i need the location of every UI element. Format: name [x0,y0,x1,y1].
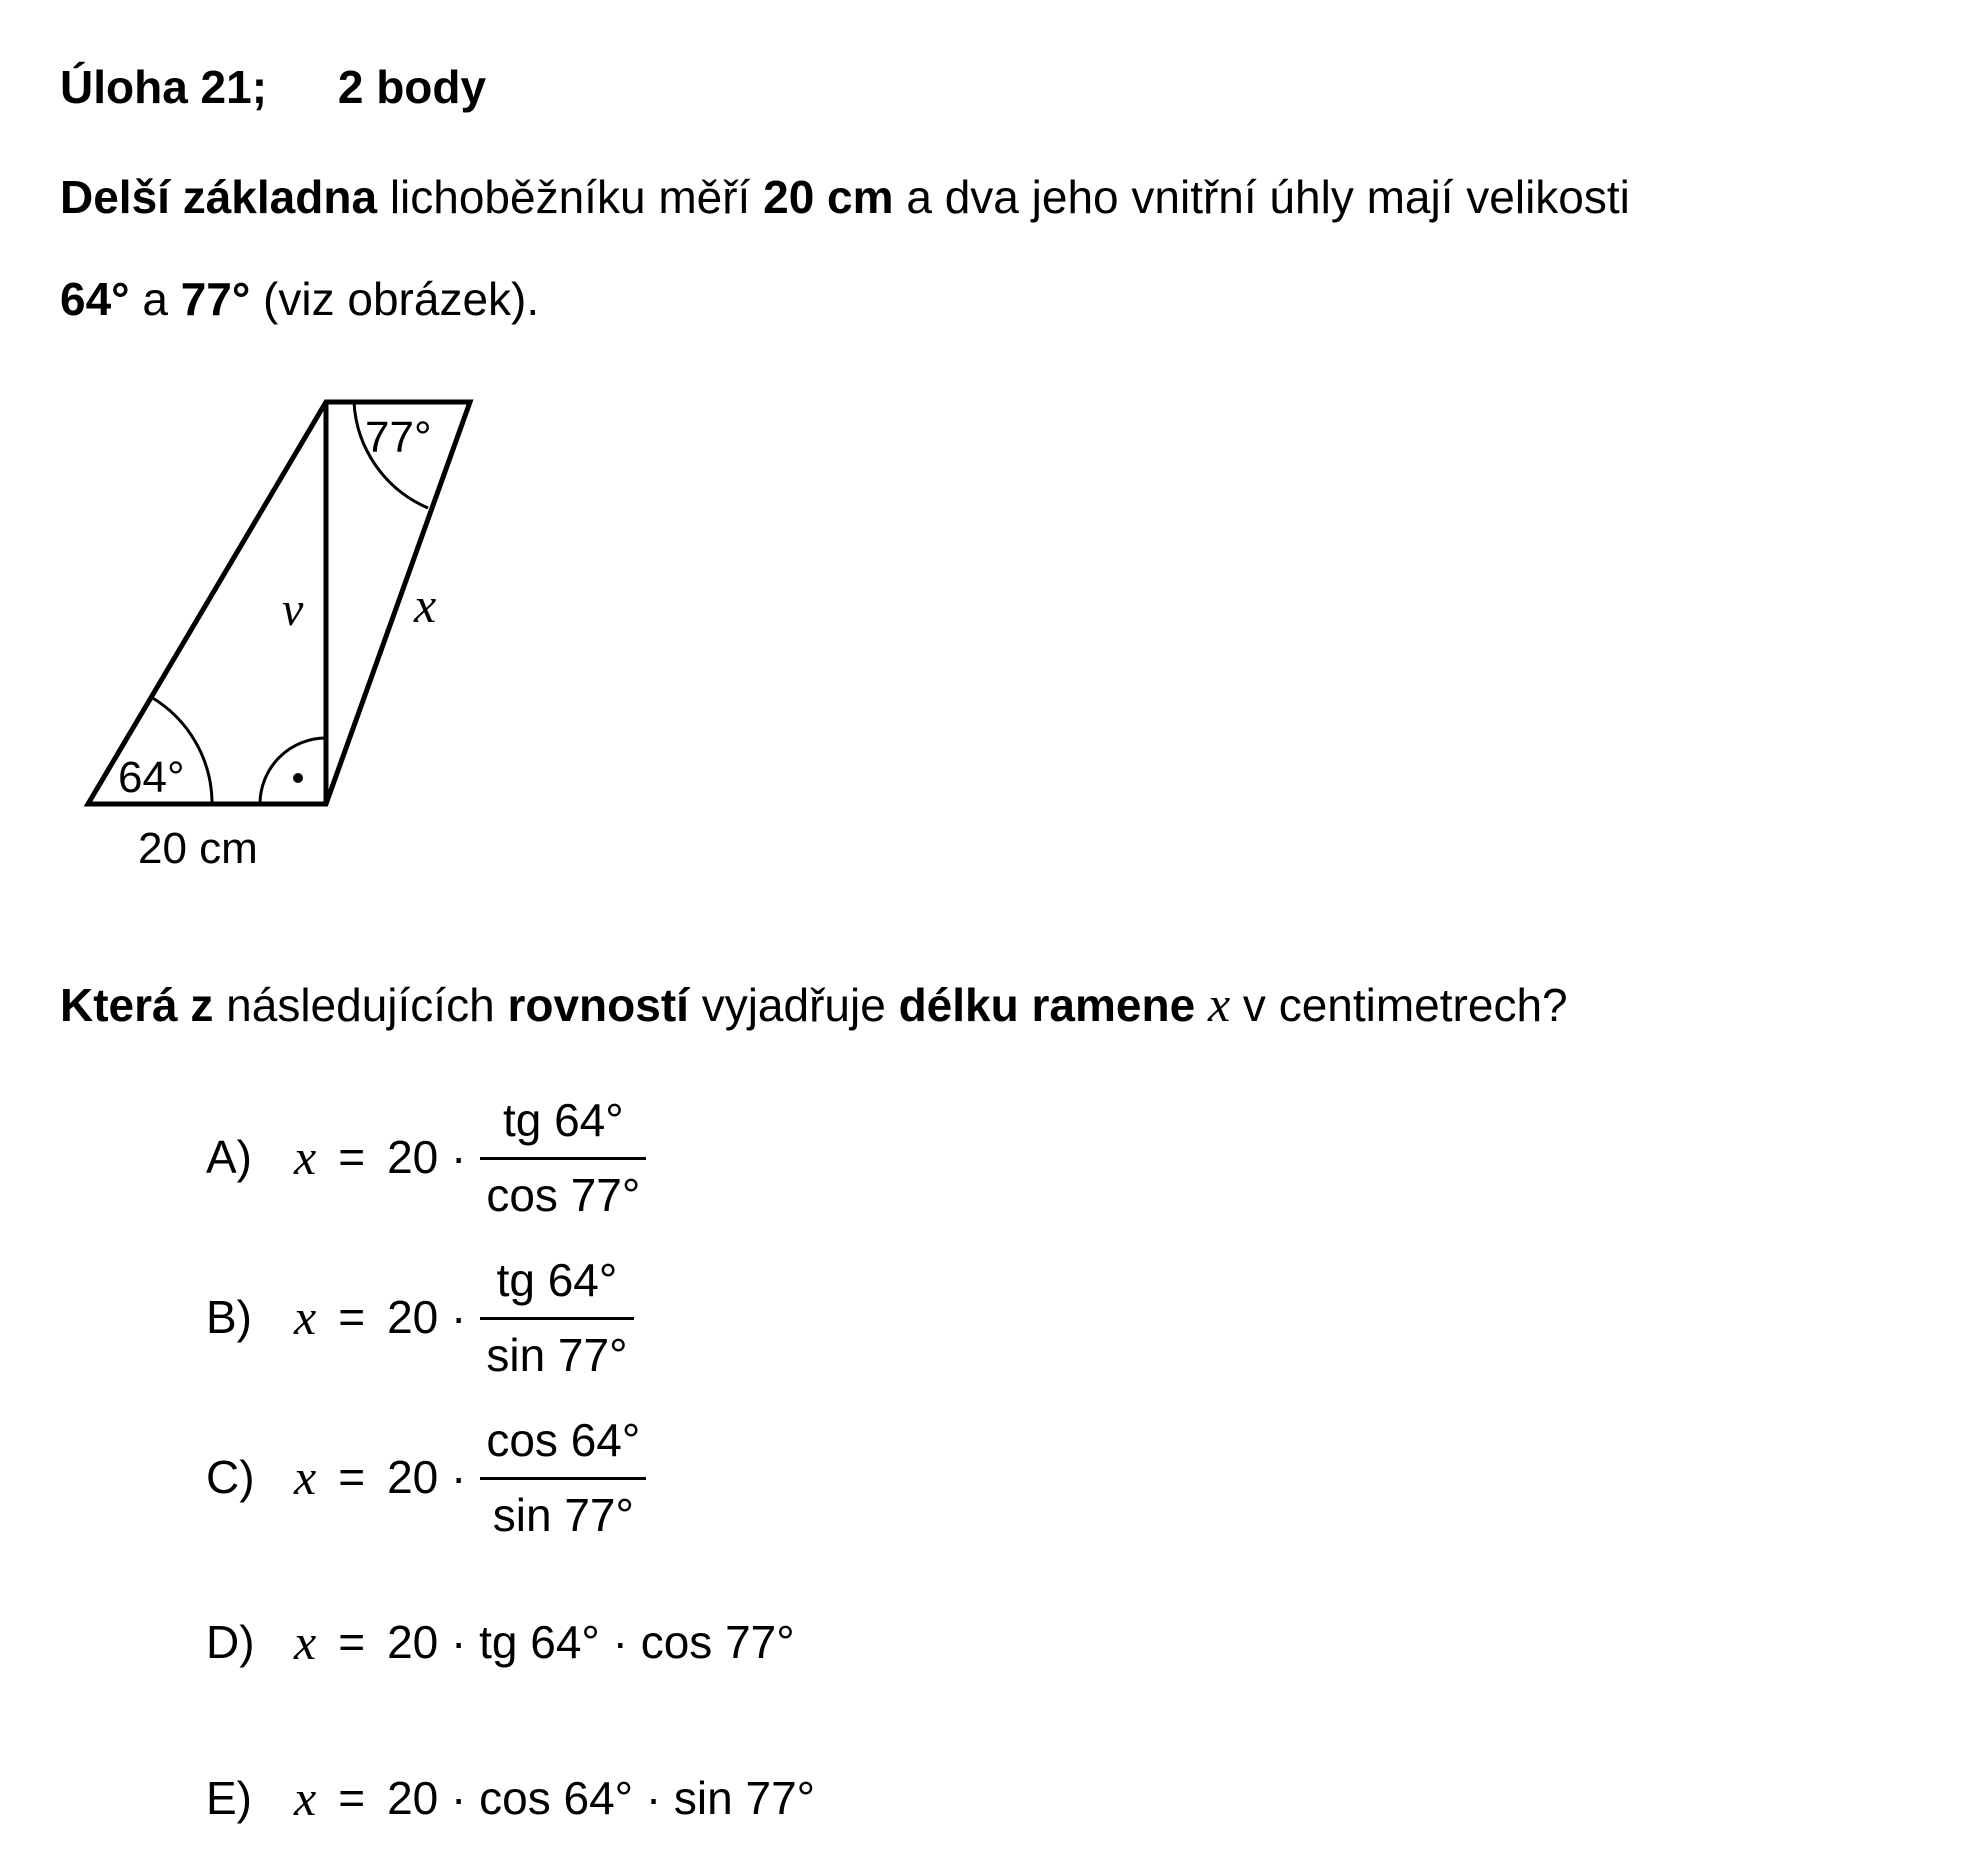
intro-text-4: (viz obrázek). [250,273,540,325]
question-text-3: v centimetrech? [1230,979,1568,1031]
option-e-formula [294,1769,815,1827]
option-c-label: C) [206,1451,255,1503]
option-a[interactable] [206,1088,646,1226]
option-e[interactable] [206,1768,815,1828]
question-bold-1: Která z [60,979,214,1031]
question-variable: x [1207,976,1231,1032]
option-e-label: E) [206,1772,252,1824]
option-b-x: x [294,1289,317,1345]
option-c[interactable] [206,1408,646,1546]
option-a-numerator: tg 64° [502,1093,624,1146]
option-c-fraction [480,1413,646,1542]
option-b-lhs: 20 · [387,1291,467,1343]
question-text-1: následujících [213,979,508,1031]
option-c-numerator: cos 64° [486,1413,641,1466]
option-a-label: A) [206,1131,252,1183]
option-b-fraction [480,1253,633,1382]
option-d-eq: = [338,1616,366,1668]
height-label: v [282,583,304,636]
task-number: Úloha 21; [60,61,268,113]
option-a-denominator: cos 77° [486,1168,641,1221]
option-e-expression: 20 · cos 64° · sin 77° [387,1772,816,1824]
option-c-denominator: sin 77° [492,1488,634,1541]
option-d-x: x [294,1614,317,1670]
option-a-lhs: 20 · [387,1131,467,1183]
side-label: x [414,577,437,633]
option-d[interactable] [206,1612,795,1672]
question-bold-2: rovností [507,979,689,1031]
right-angle-dot [293,773,303,783]
option-a-formula [294,1093,646,1222]
option-c-lhs: 20 · [387,1451,467,1503]
option-b-numerator: tg 64° [496,1253,618,1306]
option-a-fraction [480,1093,646,1222]
question-text [60,975,1568,1033]
option-e-eq: = [338,1772,366,1824]
angle-label-top: 77° [365,413,432,462]
option-d-formula [294,1613,795,1671]
trapezoid-figure [0,0,600,900]
task-points: 2 body [337,61,487,113]
question-text-2: vyjadřuje [688,979,899,1031]
intro-text-3: a [129,273,181,325]
intro-text-2: a dva jeho vnitřní úhly mají velikosti [893,171,1630,223]
option-d-expression: 20 · tg 64° · cos 77° [387,1616,795,1668]
option-c-eq: = [338,1451,366,1503]
option-e-x: x [294,1770,317,1826]
option-b-denominator: sin 77° [486,1328,628,1381]
option-b[interactable] [206,1248,634,1386]
question-bold-3: délku ramene [898,979,1196,1031]
intro-bold-length: 20 cm [763,171,894,223]
option-d-label: D) [206,1616,255,1668]
option-a-x: x [294,1129,317,1185]
option-b-label: B) [206,1291,252,1343]
option-a-eq: = [338,1131,366,1183]
option-b-formula [294,1253,634,1382]
trapezoid-outline [88,402,470,804]
intro-text-1: lichoběžníku měří [377,171,764,223]
angle-label-bottom: 64° [118,753,185,802]
intro-bold-base: Delší základna [60,171,378,223]
option-b-eq: = [338,1291,366,1343]
right-angle-arc [260,738,326,804]
intro-bold-angle2: 77° [180,273,251,325]
base-label: 20 cm [138,824,258,873]
option-c-formula [294,1413,646,1542]
intro-bold-angle1: 64° [60,273,130,325]
option-c-x: x [294,1449,317,1505]
